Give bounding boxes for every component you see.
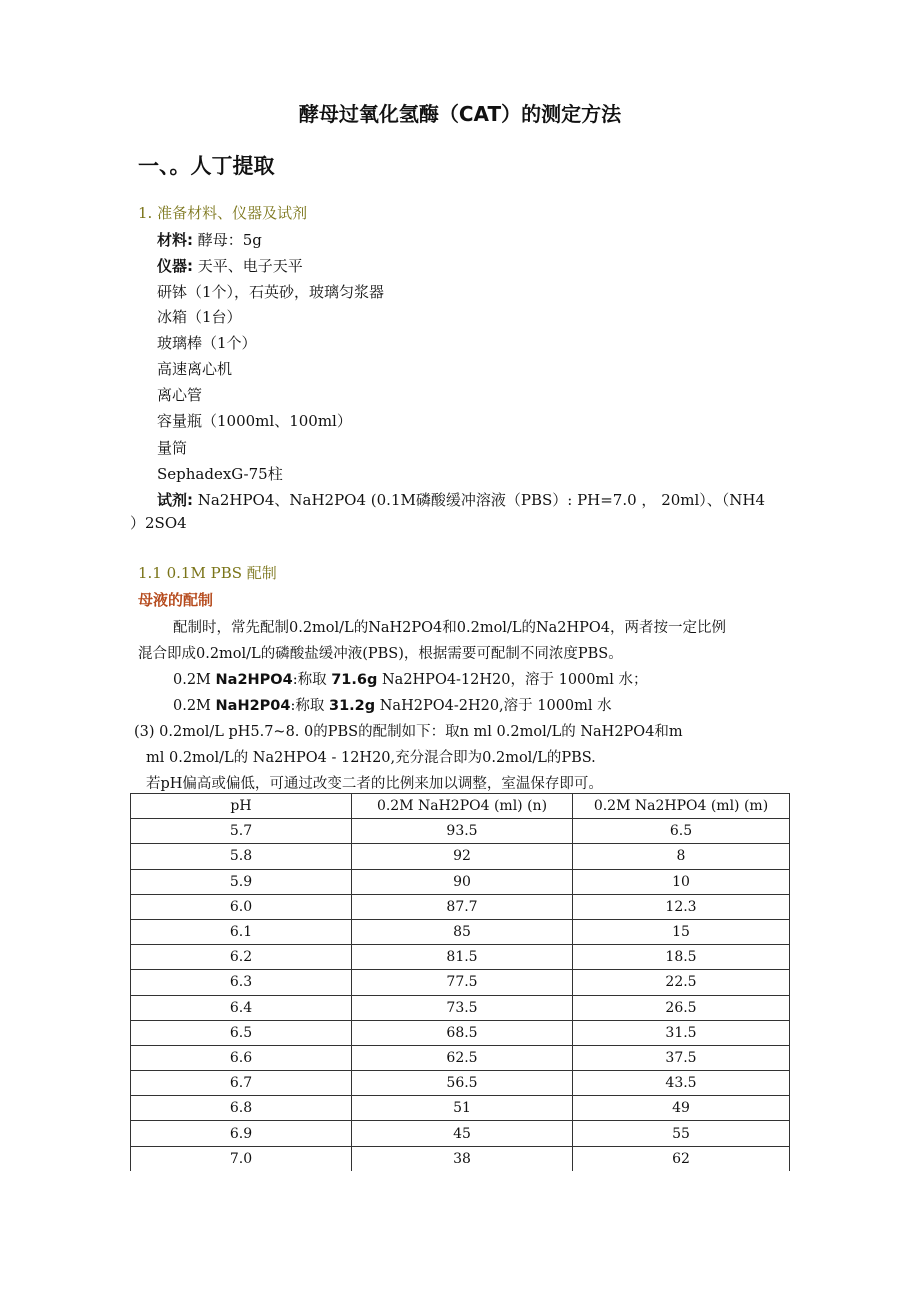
recipe-compound: Na2HPO4 [215, 672, 293, 688]
recipe-detail: Na2HPO4-12H20，溶于 1000ml 水； [377, 672, 648, 688]
table-cell: 22.5 [573, 970, 790, 995]
table-row [131, 995, 790, 1020]
paragraph-line: 配制时，常先配制0.2mol/L的NaH2PO4和0.2mol/L的Na2HPO4，两者按一定比例 [173, 620, 727, 636]
mother-liquor-heading: 母液的配制 [138, 591, 214, 609]
pbs-table [130, 793, 790, 1171]
recipe-compound: NaH2P04 [215, 698, 291, 714]
recipe-amount: 31.2g [328, 698, 376, 714]
table-cell: 81.5 [352, 945, 573, 970]
reagents-value: Na2HPO4、NaH2PO4 (0.1M磷酸缓冲溶液（PBS）: PH=7.0 ， 20ml）、（NH4 [193, 491, 766, 509]
table-row [131, 1121, 790, 1146]
table-row [131, 819, 790, 844]
nah2po4-recipe [173, 694, 612, 715]
table-cell: 43.5 [573, 1071, 790, 1096]
table-cell: 6.1 [131, 919, 352, 944]
table-cell: 51 [352, 1096, 573, 1121]
instrument-item: 研钵（1个），石英砂，玻璃匀浆器 [157, 283, 385, 301]
table-cell: 6.8 [131, 1096, 352, 1121]
table-row [131, 869, 790, 894]
instrument-item: SephadexG-75柱 [157, 465, 283, 483]
materials-label: 材料: [157, 231, 193, 249]
recipe-amount: 71.6g [331, 672, 378, 688]
subsection-heading-materials: 1. 准备材料、仪器及试剂 [138, 204, 308, 222]
table-cell: 55 [573, 1121, 790, 1146]
table-cell: 10 [573, 869, 790, 894]
table-cell: 49 [573, 1096, 790, 1121]
instrument-item: 高速离心机 [157, 360, 233, 378]
reagents-label: 试剂: [157, 491, 193, 509]
instrument-item: 冰箱（1台） [157, 308, 242, 326]
table-cell: 5.9 [131, 869, 352, 894]
table-cell: 6.4 [131, 995, 352, 1020]
table-row [131, 1096, 790, 1121]
section-heading-extraction: 一、。人丁提取 [138, 154, 275, 178]
table-cell: 26.5 [573, 995, 790, 1020]
paragraph-line: ml 0.2mol/L的 Na2HPO4 - 12H20,充分混合即为0.2mol/L的PBS. [146, 750, 596, 766]
table-cell: 62.5 [352, 1045, 573, 1070]
instrument-item: 容量瓶（1000ml、100ml） [157, 412, 352, 430]
recipe-verb: :称取 [292, 672, 332, 688]
table-row [131, 919, 790, 944]
table-cell: 85 [352, 919, 573, 944]
table-row [131, 1045, 790, 1070]
subsection-heading-pbs: 1.1 0.1M PBS 配制 [138, 564, 277, 582]
table-cell: 31.5 [573, 1020, 790, 1045]
paragraph-line: 若pH偏高或偏低，可通过改变二者的比例来加以调整，室温保存即可。 [146, 776, 603, 792]
table-row [131, 945, 790, 970]
table-cell: 7.0 [131, 1146, 352, 1171]
table-header-row [131, 794, 790, 819]
table-cell: 6.6 [131, 1045, 352, 1070]
table-cell: 6.9 [131, 1121, 352, 1146]
table-cell: 45 [352, 1121, 573, 1146]
materials-value: 酵母：5g [193, 231, 262, 249]
table-cell: 56.5 [352, 1071, 573, 1096]
reagents-continuation: ）2SO4 [130, 514, 187, 532]
instrument-item: 玻璃棒（1个） [157, 334, 257, 352]
table-cell: 5.8 [131, 844, 352, 869]
table-cell: 6.3 [131, 970, 352, 995]
paragraph-line: 混合即成0.2mol/L的磷酸盐缓冲液(PBS)，根据需要可配制不同浓度PBS。 [138, 646, 623, 662]
table-row [131, 1146, 790, 1171]
table-row [131, 894, 790, 919]
table-cell: 12.3 [573, 894, 790, 919]
table-cell: 73.5 [352, 995, 573, 1020]
recipe-concentration: 0.2M [173, 698, 216, 714]
table-cell: 68.5 [352, 1020, 573, 1045]
recipe-concentration: 0.2M [173, 672, 216, 688]
table-row [131, 970, 790, 995]
instruments-label: 仪器: [157, 257, 193, 275]
na2hpo4-recipe [173, 668, 648, 689]
recipe-detail: NaH2PO4-2H20,溶于 1000ml 水 [375, 698, 612, 714]
table-cell: 6.0 [131, 894, 352, 919]
table-cell: 62 [573, 1146, 790, 1171]
table-cell: 77.5 [352, 970, 573, 995]
instruments-value: 天平、电子天平 [193, 257, 303, 275]
table-row [131, 1020, 790, 1045]
instruments-line [157, 255, 303, 276]
table-cell: 6.5 [573, 819, 790, 844]
table-cell: 8 [573, 844, 790, 869]
table-cell: 6.2 [131, 945, 352, 970]
table-header-ph: pH [131, 794, 352, 819]
table-cell: 6.5 [131, 1020, 352, 1045]
materials-line [157, 229, 262, 250]
reagents-line [157, 489, 765, 510]
table-cell: 90 [352, 869, 573, 894]
table-cell: 38 [352, 1146, 573, 1171]
table-row [131, 1071, 790, 1096]
recipe-verb: :称取 [290, 698, 329, 714]
document-title: 酵母过氧化氢酶（CAT）的测定方法 [298, 102, 622, 126]
table-cell: 18.5 [573, 945, 790, 970]
table-cell: 37.5 [573, 1045, 790, 1070]
instrument-item: 量筒 [157, 439, 188, 457]
instrument-item: 离心管 [157, 386, 203, 404]
table-cell: 92 [352, 844, 573, 869]
table-cell: 87.7 [352, 894, 573, 919]
paragraph-line: (3) 0.2mol/L pH5.7~8. 0的PBS的配制如下：取n ml 0.2mol/L的 NaH2PO4和m [134, 724, 683, 740]
table-header-nah2po4: 0.2M NaH2PO4 (ml) (n) [352, 794, 573, 819]
table-cell: 5.7 [131, 819, 352, 844]
table-row [131, 844, 790, 869]
table-cell: 15 [573, 919, 790, 944]
table-cell: 93.5 [352, 819, 573, 844]
table-cell: 6.7 [131, 1071, 352, 1096]
table-header-na2hpo4: 0.2M Na2HPO4 (ml) (m) [573, 794, 790, 819]
